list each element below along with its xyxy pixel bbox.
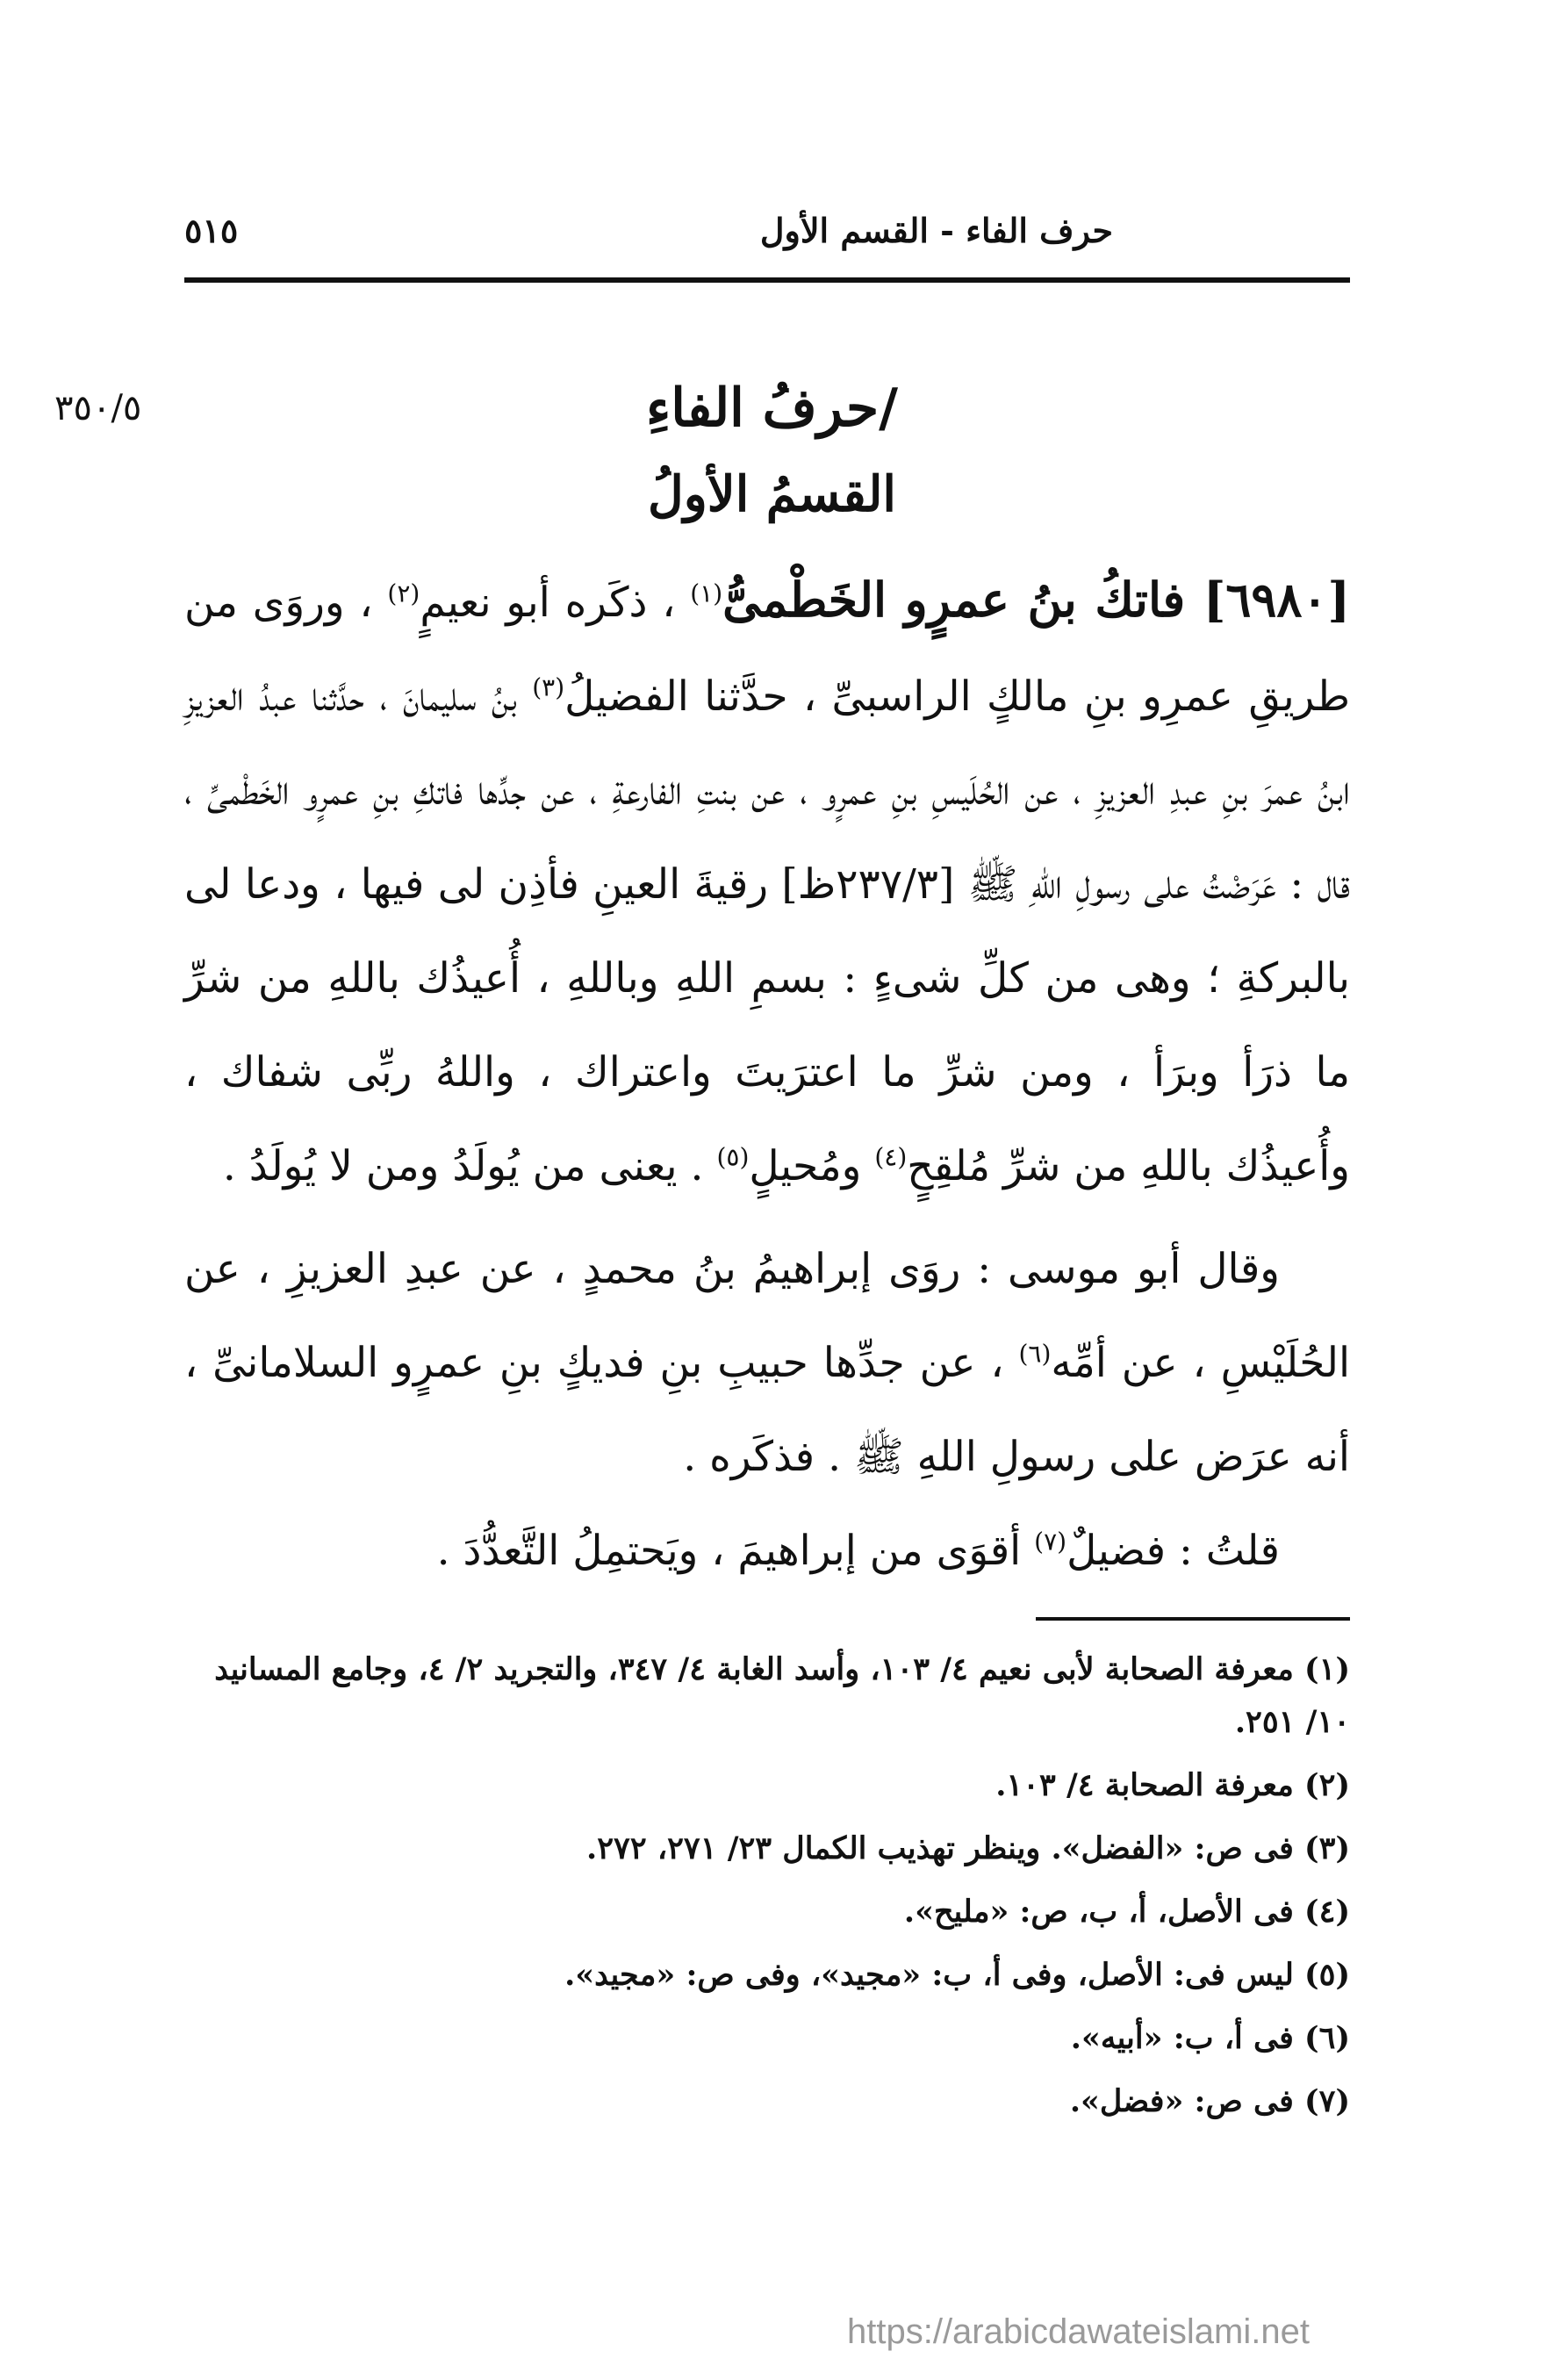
paragraph-comment <box>184 1504 1350 1598</box>
running-header <box>184 211 1350 263</box>
running-title: حرف الفاء - القسم الأول <box>759 211 1113 250</box>
page-number: ٥١٥ <box>184 211 239 250</box>
text-segment: . يعنى من يُولَدُ ومن لا يُولَدُ . <box>222 1142 704 1190</box>
header-rule <box>184 277 1350 283</box>
main-text <box>184 553 1350 1598</box>
footnote-ref-2[interactable]: (٢) <box>387 579 420 608</box>
entry-heading: [٦٩٨٠] فاتكُ بنُ عمرٍو الخَطْمىُّ <box>722 572 1350 628</box>
margin-reference: ٣٥٠/٥ <box>54 388 142 428</box>
text-segment: ، ذكَره أبو نعيمٍ <box>420 579 676 627</box>
footnote-ref-4[interactable]: (٤) <box>874 1142 908 1172</box>
footnote-ref-1[interactable]: (١) <box>690 579 723 608</box>
footnote-ref-7[interactable]: (٧) <box>1034 1527 1067 1557</box>
footnote-ref-5[interactable]: (٥) <box>716 1142 750 1172</box>
footnote-6: (٦) فى أ، ب: «أبيه». <box>1070 2020 1350 2056</box>
text-segment: أقوَى من إبراهيمَ ، ويَحتمِلُ التَّعدُّدَ . <box>436 1527 1022 1575</box>
chapter-title: /حرفُ الفاءِ <box>646 377 898 439</box>
footnote-ref-3[interactable]: (٣) <box>532 672 565 702</box>
paragraph-entry <box>184 553 1350 1213</box>
footnote-4: (٤) فى الأصل، أ، ب، ص: «مليح». <box>903 1894 1350 1930</box>
text-segment: بنُ سليمانَ ، حدَّثنا عبدُ العزيزِ ابنُ عمرَ بنِ عبدِ العزيزِ ، عن الحُلَيسِ بنِ عمرٍو ، عن بنتِ الفارعةِ ، عن جدِّها فاتكِ بنِ عمرٍو الخَطْمىِّ ، قال : عَرَضْتُ على رسولِ اللهِ ﷺ [٢٣٧/٣ظ] رقيةَ العينِ فأذِن لى فيها ، ودعا لى بالبركةِ ؛ وهى من كلِّ شىءٍ : بسمِ اللهِ وباللهِ ، أُعيذُك باللهِ من شرِّ ما ذرَأ وبرَأ ، ومن شرِّ ما اعترَيتَ واعتراك ، واللهُ ربِّى شفاك ، وأُعيذُك باللهِ من شرِّ مُلقِحٍ <box>184 672 1351 1190</box>
footnote-5: (٥) ليس فى: الأصل، وفى أ، ب: «مجيد»، وفى ص: «مجيد». <box>564 1957 1350 1993</box>
footnote-1: (١) معرفة الصحابة لأبى نعيم ٤/ ١٠٣، وأسد الغابة ٤/ ٣٤٧، والتجريد ٢/ ٤، وجامع المسانيد ١٠/ ٢٥١. <box>214 1651 1350 1740</box>
footnote-rule <box>1036 1617 1350 1621</box>
footnote-2: (٢) معرفة الصحابة ٤/ ١٠٣. <box>995 1767 1350 1803</box>
footnote-ref-6[interactable]: (٦) <box>1018 1339 1052 1369</box>
text-segment: وقال أبو موسى : روَى إبراهيمُ بنُ محمدٍ ، عن عبدِ العزيزِ ، عن الحُلَيْسِ ، عن أمِّه <box>184 1245 1351 1387</box>
watermark-url: https://arabicdawateislami.net <box>847 2312 1310 2351</box>
paragraph-abu-musa <box>184 1222 1350 1504</box>
text-segment: ، وروَى من طريقِ عمرِو بنِ مالكٍ الراسبىِّ ، حدَّثنا الفضيلُ <box>184 579 1350 721</box>
text-segment: ومُحيلٍ <box>749 1142 862 1190</box>
section-title: القسمُ الأولُ <box>648 465 896 523</box>
footnote-3: (٣) فى ص: «الفضل». وينظر تهذيب الكمال ٢٣/ ٢٧١، ٢٧٢. <box>586 1830 1350 1866</box>
text-segment: ، عن جدِّها حبيبِ بنِ فديكٍ بنِ عمرٍو السلامانىِّ ، أنه عرَض على رسولِ اللهِ ﷺ . فذكَره . <box>184 1339 1350 1481</box>
footnote-7: (٧) فى ص: «فضل». <box>1069 2083 1350 2119</box>
footnotes <box>184 1643 1350 2139</box>
text-segment: قلتُ : فضيلٌ <box>1066 1527 1280 1575</box>
